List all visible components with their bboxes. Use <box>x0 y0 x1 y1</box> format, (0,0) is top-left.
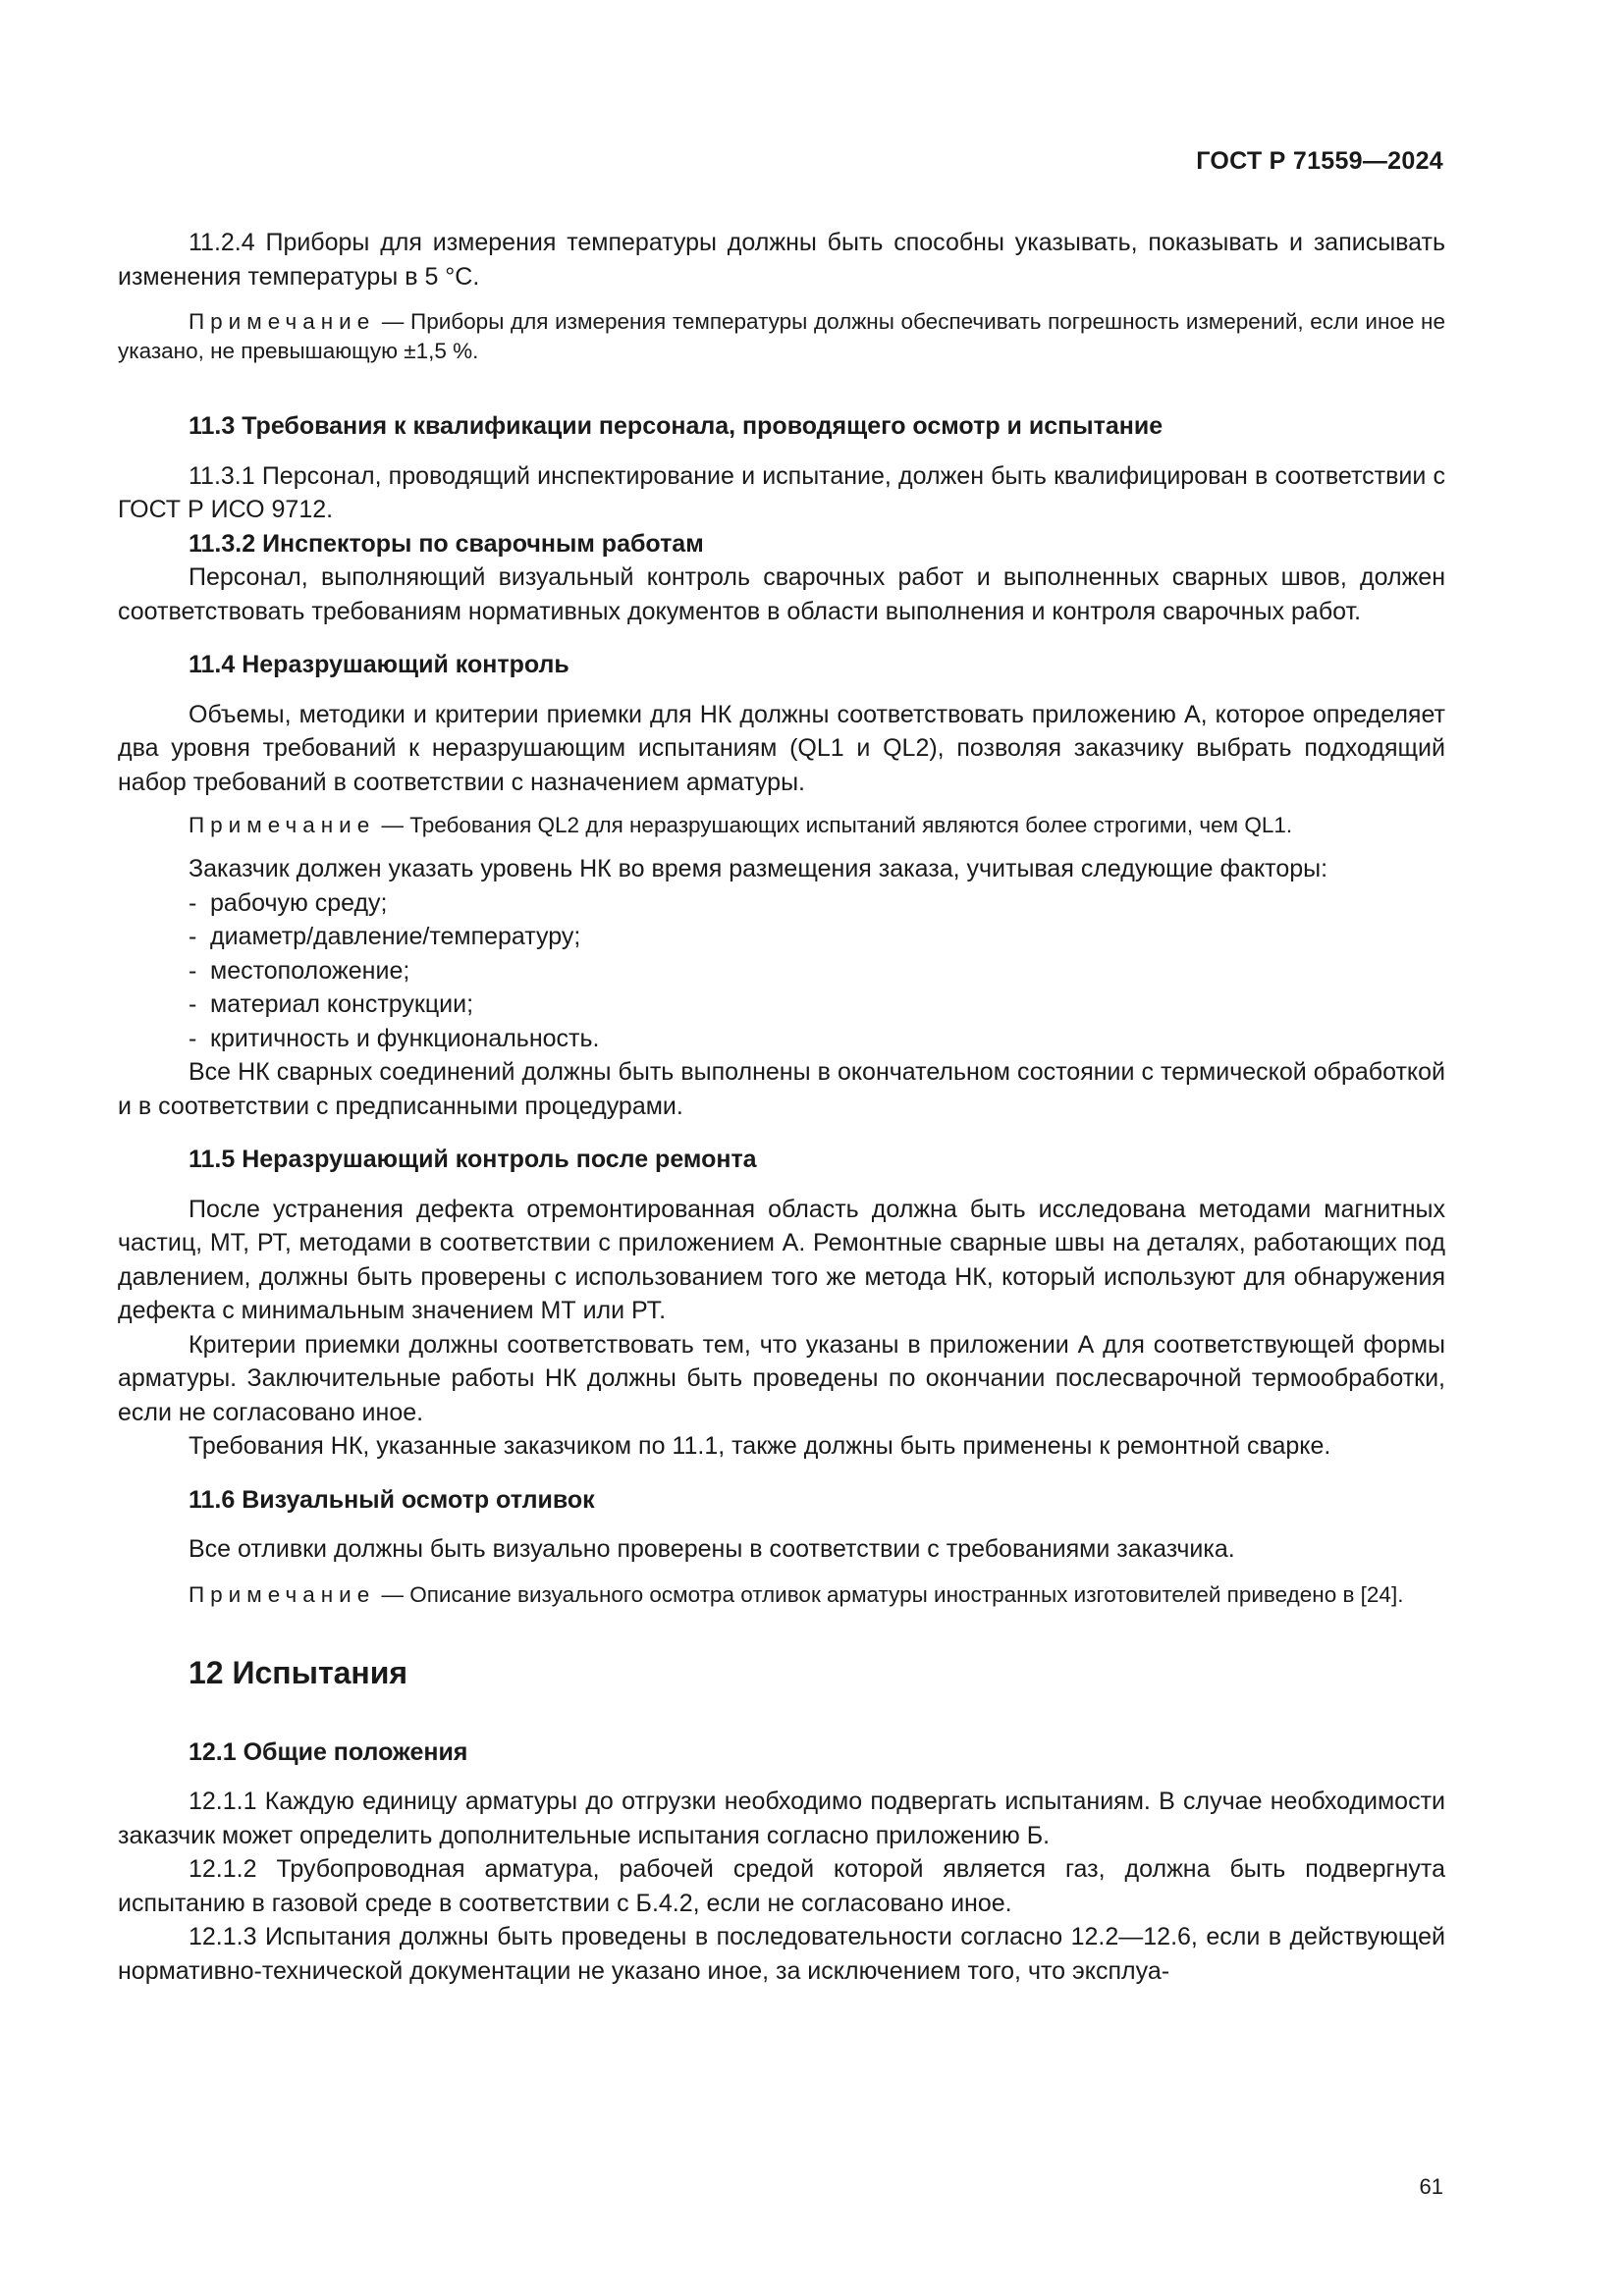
paragraph-11-4-b: Заказчик должен указать уровень НК во время размещения заказа, учитывая следующие факторы: <box>189 855 1328 882</box>
page-body <box>118 226 1445 1988</box>
list-dash: - <box>189 1024 197 1052</box>
paragraph-11-5-c: Требования НК, указанные заказчиком по 11.1, также должны быть применены к ремонтной сварке. <box>189 1432 1331 1460</box>
list-item-text: местоположение; <box>210 956 410 985</box>
list-dash: - <box>189 923 197 950</box>
list-item-text: критичность и функциональность. <box>210 1024 600 1052</box>
list-item <box>118 1022 1445 1056</box>
list-item <box>118 954 1445 988</box>
note-label: Примечание <box>189 1581 376 1607</box>
paragraph-12-1-1: 12.1.1 Каждую единицу арматуры до отгрузки необходимо подвергать испытаниям. В случае необходимости заказчик может определить дополнительные испытания согласно приложению Б. <box>118 1788 1445 1849</box>
list-item <box>118 988 1445 1022</box>
paragraph-11-2-4: 11.2.4 Приборы для измерения температуры должны быть способны указывать, показывать и записывать изменения температуры в 5 °С. <box>118 229 1445 291</box>
note-1 <box>118 307 1445 366</box>
note-3 <box>118 1580 1445 1610</box>
paragraph-12-1-3: 12.1.3 Испытания должны быть проведены в последовательности согласно 12.2—12.6, если в действующей нормативно-технической документации не указано иное, за исключением того, что эксплуа- <box>118 1923 1445 1985</box>
heading-11-6: 11.6 Визуальный осмотр отливок <box>189 1485 595 1514</box>
heading-12-1: 12.1 Общие положения <box>189 1737 468 1766</box>
paragraph-11-5-a: После устранения дефекта отремонтированная область должна быть исследована методами магнитных частиц, МТ, РТ, методами в соответствии с приложением А. Ремонтные сварные швы на деталях, работающих под давлением, должны быть проверены с использованием того же метода НК, который используют для обнаружения дефекта с минимальным значением МТ или РТ. <box>118 1195 1445 1324</box>
list-dash: - <box>189 956 197 985</box>
heading-11-3-2: 11.3.2 Инспекторы по сварочным работам <box>189 529 704 558</box>
list-item <box>118 920 1445 954</box>
heading-11-5: 11.5 Неразрушающий контроль после ремонта <box>189 1146 757 1173</box>
list-item-text: диаметр/давление/температуру; <box>210 923 581 950</box>
list-dash: - <box>189 990 197 1018</box>
note-label: Примечание <box>189 813 376 837</box>
list-dash: - <box>189 888 197 917</box>
paragraph-11-3-1: 11.3.1 Персонал, проводящий инспектирование и испытание, должен быть квалифицирован в соответствии с ГОСТ Р ИСО 9712. <box>118 461 1445 523</box>
page-number: 61 <box>1419 2174 1443 2199</box>
heading-11-3: 11.3 Требования к квалификации персонала, проводящего осмотр и испытание <box>189 412 1164 440</box>
note-2 <box>118 811 1445 840</box>
list-item <box>118 886 1445 921</box>
note-2-text: — Требования QL2 для неразрушающих испытаний являются более строгими, чем QL1. <box>375 813 1293 837</box>
paragraph-11-4-c: Все НК сварных соединений должны быть выполнены в окончательном состоянии с термической обработкой и в соответствии с предписанными процедурами. <box>118 1058 1445 1120</box>
heading-12: 12 Испытания <box>189 1654 408 1690</box>
list-item-text: рабочую среду; <box>210 888 388 917</box>
paragraph-12-1-2: 12.1.2 Трубопроводная арматура, рабочей средой которой является газ, должна быть подвергнута испытанию в газовой среде в соответствии с Б.4.2, если не согласовано иное. <box>118 1855 1445 1917</box>
note-1-text: — Приборы для измерения температуры должны обеспечивать погрешность измерений, если иное не указано, не превышающую ±1,5 %. <box>118 309 1445 363</box>
paragraph-11-4-a: Объемы, методики и критерии приемки для НК должны соответствовать приложению А, которое определяет два уровня требований к неразрушающим испытаниям (QL1 и QL2), позволяя заказчику выбрать подходящий набор требований в соответствии с назначением арматуры. <box>118 700 1445 796</box>
paragraph-11-3-2: Персонал, выполняющий визуальный контроль сварочных работ и выполненных сварных швов, должен соответствовать требованиям нормативных документов в области выполнения и контроля сварочных работ. <box>118 563 1445 625</box>
paragraph-11-6: Все отливки должны быть визуально проверены в соответствии с требованиями заказчика. <box>189 1535 1235 1563</box>
document-header: ГОСТ Р 71559—2024 <box>1196 147 1443 175</box>
heading-11-4: 11.4 Неразрушающий контроль <box>189 651 569 678</box>
list-item-text: материал конструкции; <box>210 990 474 1018</box>
paragraph-11-5-b: Критерии приемки должны соответствовать тем, что указаны в приложении А для соответствующей формы арматуры. Заключительные работы НК должны быть проведены по окончании послесварочной термообработки, если не согласовано иное. <box>118 1330 1445 1426</box>
note-3-text: — Описание визуального осмотра отливок арматуры иностранных изготовителей приведено в [24]. <box>375 1581 1404 1607</box>
note-label: Примечание <box>189 309 376 334</box>
